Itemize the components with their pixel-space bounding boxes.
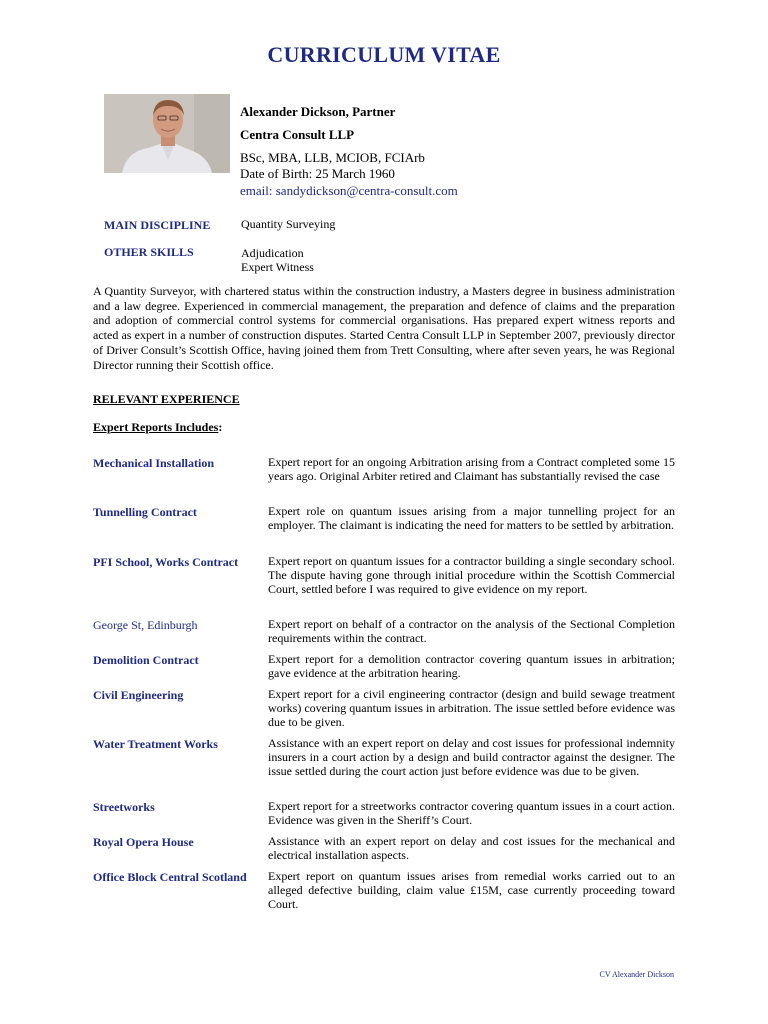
experience-description: Expert report on behalf of a contractor on the analysis of the Sectional Completion requirements within the contract. (268, 617, 675, 645)
experience-label: Office Block Central Scotland (93, 870, 247, 884)
main-discipline-label: MAIN DISCIPLINE (104, 218, 211, 232)
experience-label: Demolition Contract (93, 653, 199, 667)
other-skills-label: OTHER SKILLS (104, 245, 194, 259)
experience-description: Expert report for a civil engineering contractor (design and build sewage treatment works) covering quantum issues in arbitration. The issue settled before evidence was due to be given. (268, 687, 675, 729)
document-title: CURRICULUM VITAE (267, 42, 501, 67)
experience-label: George St, Edinburgh (93, 618, 198, 632)
experience-label: Tunnelling Contract (93, 505, 197, 519)
date-of-birth: Date of Birth: 25 March 1960 (240, 166, 395, 181)
experience-description: Expert report for a streetworks contractor covering quantum issues in a court action. Evidence was given in the Sheriff’s Court. (268, 799, 675, 827)
experience-label: Royal Opera House (93, 835, 194, 849)
experience-description: Expert report for a demolition contractor covering quantum issues in arbitration; gave evidence at the arbitration hearing. (268, 652, 675, 680)
expert-reports-heading-text: Expert Reports Includes (93, 420, 219, 434)
main-discipline-value: Quantity Surveying (241, 217, 336, 231)
page-footer: CV Alexander Dickson (599, 970, 674, 979)
experience-description: Expert report on quantum issues for a contractor building a single secondary school. The dispute having gone through initial procedure within the Scottish Commercial Court, settled before I was required to give evidence on my report. (268, 554, 675, 596)
skill-item: Adjudication (241, 246, 304, 260)
experience-label: Mechanical Installation (93, 456, 215, 470)
experience-label: Water Treatment Works (93, 737, 218, 751)
relevant-experience-heading: RELEVANT EXPERIENCE (93, 392, 240, 406)
other-skills-list (241, 246, 314, 274)
company-name: Centra Consult LLP (240, 127, 355, 142)
qualifications: BSc, MBA, LLB, MCIOB, FCIArb (240, 150, 425, 165)
experience-description: Expert report for an ongoing Arbitration arising from a Contract completed some 15 years ago. Original Arbiter retired and Claimant has substantially revised the case (268, 455, 675, 483)
experience-label: Civil Engineering (93, 688, 184, 702)
skill-item: Expert Witness (241, 260, 314, 274)
profile-photo (104, 94, 230, 173)
experience-description: Expert report on quantum issues arises from remedial works carried out to an alleged defective building, claim value £15M, case currently proceeding toward Court. (268, 869, 675, 911)
experience-description: Assistance with an expert report on delay and cost issues for professional indemnity insurers in a court action by a design and build contractor against the designer. The issue settled during the court action just before evidence was due to be given. (268, 736, 675, 778)
experience-label: Streetworks (93, 800, 155, 814)
email-link[interactable]: email: sandydickson@centra-consult.com (240, 183, 458, 198)
experience-label: PFI School, Works Contract (93, 555, 239, 569)
profile-summary: A Quantity Surveyor, with chartered status within the construction industry, a Masters degree in business administration and a law degree. Experienced in commercial management, the preparation and defence of claims and the preparation and adoption of commercial control systems for commercial organisations. Has prepared expert witness reports and acted as expert in a number of construction disputes. Started Centra Consult LLP in September 2007, previously director of Driver Consult’s Scottish Office, having joined them from Trett Consulting, where after seven years, he was Regional Director running their Scottish office. (93, 284, 675, 372)
experience-description: Assistance with an expert report on delay and cost issues for the mechanical and electrical installation aspects. (268, 834, 675, 862)
experience-description: Expert role on quantum issues arising from a major tunnelling project for an employer. The claimant is indicating the need for matters to be settled by arbitration. (268, 504, 675, 532)
expert-reports-heading (93, 420, 222, 435)
profile-name: Alexander Dickson, Partner (240, 104, 396, 119)
expert-reports-heading-colon: : (218, 420, 223, 434)
